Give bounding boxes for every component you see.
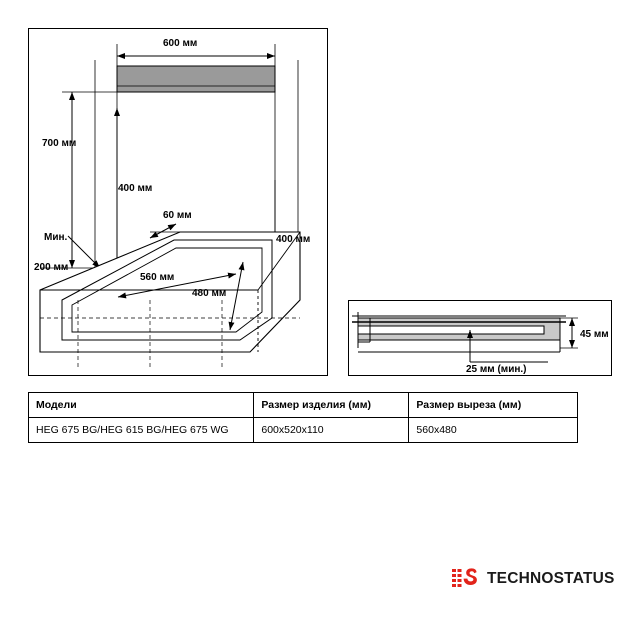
table-header-product-size: Размер изделия (мм): [254, 393, 409, 418]
table-header-models: Модели: [29, 393, 254, 418]
label-cut-480: 480 мм: [192, 288, 227, 299]
technostatus-mark-icon: [452, 568, 478, 590]
label-width-600: 600 мм: [163, 38, 198, 49]
table-header-row: [29, 393, 578, 418]
label-min: Мин.: [44, 232, 68, 243]
label-min-25: 25 мм (мин.): [466, 364, 527, 375]
label-depth-60: 60 мм: [163, 210, 192, 221]
table-header-cutout-size: Размер выреза (мм): [409, 393, 578, 418]
brand-logo: [452, 568, 615, 590]
label-cut-560: 560 мм: [140, 272, 175, 283]
label-height-400: 400 мм: [118, 183, 153, 194]
cell-product-size: 600x520x110: [254, 418, 409, 443]
table-row: [29, 418, 578, 443]
label-min-200: 200 мм: [34, 262, 69, 273]
brand-name: TECHNOSTATUS: [487, 570, 615, 587]
label-thickness-45: 45 мм: [580, 329, 609, 340]
cell-cutout-size: 560x480: [409, 418, 578, 443]
spec-table: [28, 392, 578, 443]
label-height-700: 700 мм: [42, 138, 77, 149]
countertop-shape: [40, 232, 300, 352]
hood-shape: [117, 66, 275, 92]
cell-models: HEG 675 BG/HEG 615 BG/HEG 675 WG: [29, 418, 254, 443]
side-view-drawing: [352, 312, 578, 362]
label-side-400: 400 мм: [276, 234, 311, 245]
